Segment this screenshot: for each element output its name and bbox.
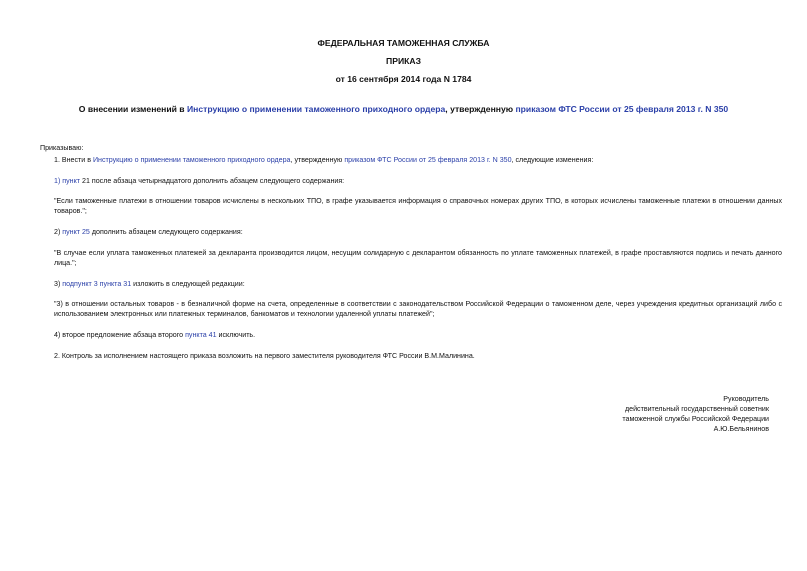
item-1 [40, 156, 782, 166]
subitem-4 [40, 331, 782, 341]
doc-type: ПРИКАЗ [386, 56, 421, 66]
quote-2: "В случае если уплата таможенных платежей за декларанта производится лицом, несущим солидарную с декларантом обязанность по уплате таможенных платежей, в графе проставляются подпись и печать данного лица."; [54, 249, 782, 267]
subitem3-text: изложить в следующей редакции: [131, 280, 245, 288]
subitem2-text: дополнить абзацем следующего содержания: [89, 228, 243, 236]
signature-rank: действительный государственный советник [624, 405, 769, 413]
subitem1-link[interactable]: 1) пункт [54, 177, 81, 185]
intro-text: Приказываю: [40, 144, 84, 152]
doc-date-number: от 16 сентября 2014 года N 1784 [335, 74, 472, 84]
subitem3-link[interactable]: подпункт 3 пункта 31 [62, 280, 132, 288]
item1-link-instruction[interactable]: Инструкцию о применении таможенного приходного ордера [92, 156, 291, 164]
doc-subject [30, 104, 777, 114]
item-2: 2. Контроль за исполнением настоящего приказа возложить на первого заместителя руководителя ФТС России В.М.Малинина. [54, 352, 475, 360]
item1-prefix: 1. Внести в [54, 156, 93, 164]
subject-middle: , утвержденную [445, 104, 516, 114]
signature-name: А.Ю.Бельянинов [713, 425, 769, 433]
subject-link-instruction[interactable]: Инструкцию о применении таможенного приходного ордера [186, 104, 446, 114]
quote-3: "3) в отношении остальных товаров - в безналичной форме на счета, определенные в соответствии с законодательством Российской Федерации о таможенном деле, через учреждения кредитных организаций либо с использованием электронных или платежных терминалов, банкоматов и технологии удаленной уплаты платежей"; [54, 300, 782, 318]
subitem2-num: 2) [54, 228, 63, 236]
item1-link-order[interactable]: приказом ФТС России от 25 февраля 2013 г. N 350 [344, 156, 512, 164]
signature-service: таможенной службы Российской Федерации [622, 415, 769, 423]
subject-prefix: О внесении изменений в [78, 104, 187, 114]
agency-title: ФЕДЕРАЛЬНАЯ ТАМОЖЕННАЯ СЛУЖБА [317, 38, 490, 48]
subitem3-num: 3) [54, 280, 63, 288]
subitem-3 [40, 280, 782, 290]
subject-link-order[interactable]: приказом ФТС России от 25 февраля 2013 г. N 350 [515, 104, 729, 114]
subitem2-link[interactable]: пункт 25 [62, 228, 90, 236]
subitem-1 [40, 177, 782, 187]
item1-suffix: , следующие изменения: [511, 156, 594, 164]
subitem4-text: 4) второе предложение абзаца второго [54, 331, 186, 339]
signature-position: Руководитель [723, 395, 769, 403]
signature-block [549, 394, 769, 434]
subitem-2 [40, 228, 782, 238]
subitem1-text: 21 после абзаца четырнадцатого дополнить абзацем следующего содержания: [80, 177, 345, 185]
quote-1: "Если таможенные платежи в отношении товаров исчислены в нескольких ТПО, в графе указывается информация о справочных номерах других ТПО, в которых исчислены таможенные платежи в отношении данных товаров."; [54, 197, 782, 215]
subitem4-link[interactable]: пункта 41 [185, 331, 217, 339]
item1-middle: , утвержденную [290, 156, 345, 164]
subitem4-suffix: исключить. [216, 331, 256, 339]
